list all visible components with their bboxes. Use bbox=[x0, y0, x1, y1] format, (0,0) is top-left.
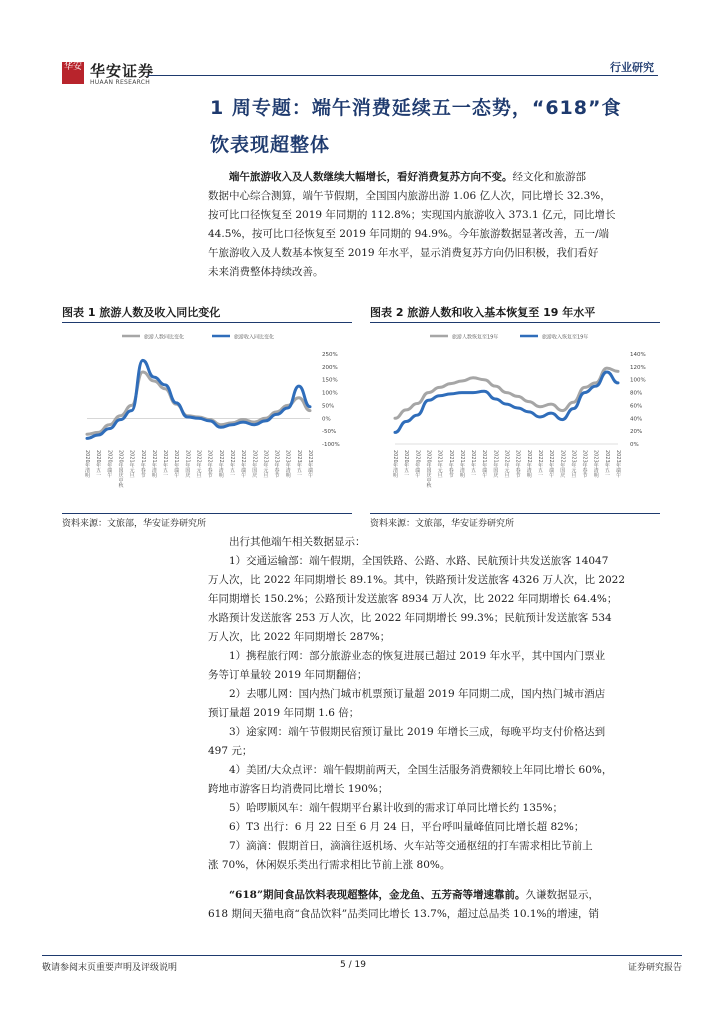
x-tick-label: 2022年端午 bbox=[240, 450, 247, 478]
x-tick-label: 2020年清明 bbox=[392, 450, 398, 478]
list-item: 预订量超 2019 年同期 1.6 倍； bbox=[208, 707, 360, 719]
food-rest: 久谦数据显示， bbox=[525, 889, 599, 901]
intro-line: 经文化和旅游部 bbox=[512, 171, 586, 183]
x-tick-label: 2021年端午 bbox=[481, 450, 488, 478]
x-tick-label: 2020年端午 bbox=[414, 450, 421, 478]
x-tick-label: 2021年清明 bbox=[150, 450, 157, 478]
x-tick-label: 2023年春节 bbox=[581, 450, 588, 478]
x-tick-label: 2020年国庆中秋 bbox=[425, 450, 432, 488]
y-tick-label: 80% bbox=[630, 390, 643, 397]
y-tick-label: 200% bbox=[322, 364, 338, 371]
figure1-bottom-rule bbox=[62, 513, 352, 514]
x-tick-label: 2022年清明 bbox=[525, 450, 532, 478]
list-item: 跨地市游客日均消费同比增长 190%； bbox=[208, 783, 389, 795]
x-tick-label: 2022年春节 bbox=[514, 450, 521, 478]
y-tick-label: -50% bbox=[322, 429, 337, 436]
report-type: 行业研究 bbox=[610, 61, 654, 74]
list-item: 1）交通运输部：端午假期，全国铁路、公路、水路、民航预计共发送旅客 14047 bbox=[229, 555, 609, 567]
footer-rule bbox=[42, 955, 682, 956]
figure2-source: 资料来源：文旅部，华安证券研究所 bbox=[370, 519, 515, 529]
intro-line: 44.5%，按可比口径恢复至 2019 年同期的 94.9%。今年旅游数据显著改善，五一/端 bbox=[208, 228, 609, 240]
footer-disclaimer: 敬请参阅末页重要声明及评级说明 bbox=[42, 963, 178, 973]
list-item: 万人次，比 2022 年同期增长 89.1%。其中，铁路预计发送旅客 4326 万人次，比 2022 bbox=[208, 574, 626, 586]
y-tick-label: 140% bbox=[630, 352, 646, 358]
x-tick-label: 2021年春节 bbox=[447, 450, 454, 478]
x-tick-label: 2021年元旦 bbox=[436, 450, 443, 478]
list-item: 4）美团/大众点评：端午假期前两天，全国生活服务消费额较上年同比增长 60%， bbox=[229, 764, 613, 776]
series-line bbox=[395, 372, 618, 432]
x-tick-label: 2022年春节 bbox=[206, 450, 213, 478]
intro-line: 按可比口径恢复至 2019 年同期的 112.8%；实现国内旅游收入 373.1 亿元，同比增长 bbox=[208, 209, 616, 221]
x-tick-label: 2023年端午 bbox=[615, 450, 621, 478]
x-tick-label: 2023年清明 bbox=[284, 450, 291, 478]
x-tick-label: 2022年元旦 bbox=[503, 450, 510, 478]
intro-line: 数据中心综合测算，端午节假期，全国国内旅游出游 1.06 亿人次，同比增长 32.3%， bbox=[208, 190, 611, 202]
y-tick-label: 250% bbox=[322, 352, 338, 358]
section-title-line2: 饮表现超整体 bbox=[210, 134, 331, 156]
intro-line: 未来消费整体持续改善。 bbox=[208, 266, 324, 278]
x-tick-label: 2022年五一 bbox=[228, 450, 235, 478]
figure1-source: 资料来源：文旅部，华安证券研究所 bbox=[62, 519, 207, 529]
x-tick-label: 2023年春节 bbox=[273, 450, 280, 478]
x-tick-label: 2021年端午 bbox=[173, 450, 180, 478]
list-item: 1）携程旅行网：部分旅游业态的恢复进展已超过 2019 年水平，其中国内门票业 bbox=[229, 650, 606, 662]
x-tick-label: 2022年国庆 bbox=[251, 450, 258, 478]
x-tick-label: 2020年五一 bbox=[95, 450, 102, 478]
x-tick-label: 2023年元旦 bbox=[262, 450, 269, 478]
series-line bbox=[87, 372, 310, 434]
x-tick-label: 2022年五一 bbox=[536, 450, 543, 478]
intro-paragraph bbox=[208, 168, 674, 282]
list-item: 务等订单量较 2019 年同期翻倍； bbox=[208, 669, 368, 681]
x-tick-label: 2021年春节 bbox=[139, 450, 146, 478]
section-title-line1: 1 周专题：端午消费延续五一态势，“618”食 bbox=[210, 97, 622, 119]
x-tick-label: 2021年元旦 bbox=[128, 450, 135, 478]
list-item: 水路预计发送旅客 253 万人次，比 2022 年同期增长 99.3%；民航预计发送旅客 534 bbox=[208, 612, 612, 624]
food-paragraph bbox=[208, 886, 674, 924]
x-tick-label: 2020年五一 bbox=[403, 450, 410, 478]
y-tick-label: 20% bbox=[630, 429, 643, 436]
x-tick-label: 2021年国庆 bbox=[184, 450, 191, 478]
page-number: 5 / 19 bbox=[340, 960, 366, 970]
list-item: 3）途家网：端午节假期民宿预订量比 2019 年增长三成，每晚平均支付价格达到 bbox=[229, 726, 606, 738]
y-tick-label: 50% bbox=[322, 403, 335, 410]
list-item: 497 元； bbox=[208, 745, 253, 757]
y-tick-label: -100% bbox=[322, 442, 340, 448]
intro-bold: 端午旅游收入及人数继续大幅增长，看好消费复苏方向不变。 bbox=[229, 171, 513, 183]
list-item: 万人次，比 2022 年同期增长 287%； bbox=[208, 631, 391, 643]
y-tick-label: 60% bbox=[630, 403, 643, 410]
series-line bbox=[87, 360, 310, 438]
list-item: 2）去哪儿网：国内热门城市机票预订量超 2019 年同期二成，国内热门城市酒店 bbox=[229, 688, 606, 700]
x-tick-label: 2023年五一 bbox=[295, 450, 302, 478]
list-item: 涨 70%，休闲娱乐类出行需求相比节前上涨 80%。 bbox=[208, 859, 451, 871]
figure1-title: 图表 1 旅游人数及收入同比变化 bbox=[62, 306, 221, 319]
figure2-chart bbox=[370, 326, 660, 512]
y-tick-label: 100% bbox=[630, 377, 646, 384]
x-tick-label: 2022年端午 bbox=[548, 450, 555, 478]
x-tick-label: 2022年清明 bbox=[217, 450, 224, 478]
x-tick-label: 2022年国庆 bbox=[559, 450, 566, 478]
logo-icon: 华安 bbox=[62, 62, 84, 84]
figure2-bottom-rule bbox=[370, 513, 660, 514]
legend-label: 旅游收入恢复至19年 bbox=[542, 334, 589, 341]
x-tick-label: 2020年国庆中秋 bbox=[117, 450, 124, 488]
x-tick-label: 2021年五一 bbox=[470, 450, 477, 478]
y-tick-label: 40% bbox=[630, 416, 643, 423]
x-tick-label: 2021年国庆 bbox=[492, 450, 499, 478]
food-bold: “618”期间食品饮料表现超整体，金龙鱼、五芳斋等增速靠前。 bbox=[229, 889, 526, 901]
x-tick-label: 2022年元旦 bbox=[195, 450, 202, 478]
travel-intro: 出行其他端午相关数据显示： bbox=[229, 536, 366, 548]
x-tick-label: 2023年端午 bbox=[307, 450, 313, 478]
list-item: 6）T3 出行：6 月 22 日至 6 月 24 日，平台呼叫量峰值同比增长超 82%； bbox=[229, 821, 585, 833]
header-rule bbox=[148, 75, 658, 76]
x-tick-label: 2020年清明 bbox=[84, 450, 90, 478]
y-tick-label: 0% bbox=[322, 416, 331, 423]
legend-label: 旅游人数同比变化 bbox=[144, 334, 185, 341]
x-tick-label: 2020年端午 bbox=[106, 450, 113, 478]
x-tick-label: 2021年五一 bbox=[162, 450, 169, 478]
logo-english: HUAAN RESEARCH bbox=[90, 79, 151, 86]
travel-data-list bbox=[208, 533, 674, 875]
y-tick-label: 120% bbox=[630, 364, 646, 371]
x-tick-label: 2023年元旦 bbox=[570, 450, 577, 478]
y-tick-label: 100% bbox=[322, 390, 338, 397]
list-item: 7）滴滴：假期首日，滴滴往返机场、火车站等交通枢纽的打车需求相比节前上 bbox=[229, 840, 593, 852]
figure1-chart bbox=[62, 326, 352, 512]
legend-label: 旅游收入同比变化 bbox=[234, 334, 275, 341]
x-tick-label: 2023年五一 bbox=[603, 450, 610, 478]
intro-line: 午旅游收入及人数基本恢复至 2019 年水平，显示消费复苏方向仍旧积极，我们看好 bbox=[208, 247, 599, 259]
figure2-rule bbox=[370, 322, 660, 323]
list-item: 5）哈啰顺风车：端午假期平台累计收到的需求订单同比增长约 135%； bbox=[229, 802, 564, 814]
food-line2: 618 期间天猫电商“食品饮料”品类同比增长 13.7%，超过总品类 10.1%的增速，销 bbox=[208, 908, 600, 920]
figure1-rule bbox=[62, 322, 352, 323]
x-tick-label: 2021年清明 bbox=[458, 450, 465, 478]
list-item: 年同期增长 150.2%；公路预计发送旅客 8934 万人次，比 2022 年同期增长 64.4%； bbox=[208, 593, 618, 605]
x-tick-label: 2023年清明 bbox=[592, 450, 599, 478]
footer-report-label: 证券研究报告 bbox=[627, 963, 682, 973]
y-tick-label: 150% bbox=[322, 377, 338, 384]
legend-label: 旅游人数恢复至19年 bbox=[452, 334, 499, 341]
y-tick-label: 0% bbox=[630, 442, 639, 448]
figure2-title: 图表 2 旅游人数和收入基本恢复至 19 年水平 bbox=[370, 306, 596, 319]
logo-name: 华安证券 bbox=[90, 62, 155, 80]
